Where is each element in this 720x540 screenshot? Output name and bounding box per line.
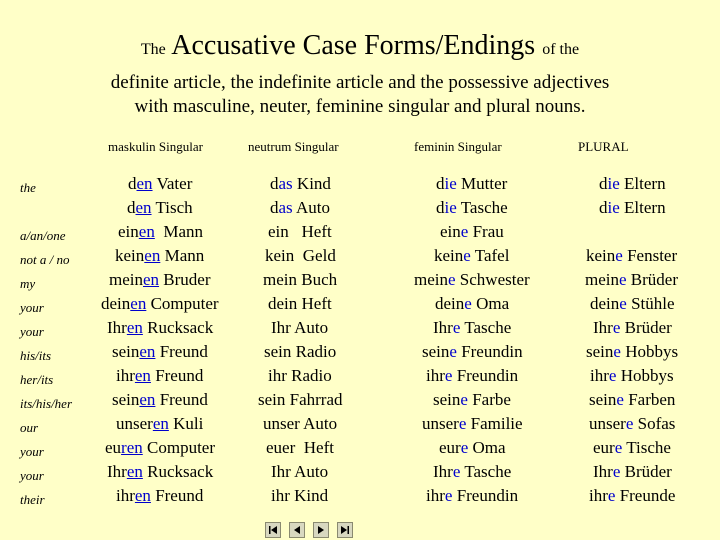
word-ending: e	[452, 462, 461, 481]
word-stem: eur	[593, 438, 615, 457]
noun: Bruder	[159, 270, 211, 289]
word-ending: as	[278, 174, 293, 193]
word-stem: d	[270, 198, 279, 217]
word-ending: en	[134, 486, 151, 505]
word-stem: dein	[101, 294, 131, 313]
cell-fem	[422, 414, 523, 434]
word-stem: Ihr	[107, 318, 127, 337]
row-label: your	[20, 324, 44, 339]
row-label: my	[20, 276, 36, 291]
noun: Mann	[160, 246, 205, 265]
word-ending: e	[460, 438, 469, 457]
word-stem: Ihr	[433, 462, 453, 481]
cell-masc	[112, 342, 208, 362]
noun: Hobbys	[620, 342, 679, 361]
cell-masc	[116, 414, 203, 434]
word-stem: unser	[263, 414, 300, 433]
cell-masc	[127, 198, 193, 218]
word-stem: kein	[434, 246, 464, 265]
word-stem: sein	[264, 342, 292, 361]
noun: Oma	[468, 438, 506, 457]
title-line-2: definite article, the indefinite article and the possessive adjectives	[110, 72, 610, 93]
noun: Buch	[297, 270, 338, 289]
word-stem: euer	[266, 438, 296, 457]
word-ending: e	[449, 342, 457, 361]
noun: Sofas	[633, 414, 676, 433]
previous-slide-button[interactable]	[289, 522, 305, 538]
cell-plural	[590, 294, 675, 314]
noun: Heft	[295, 438, 334, 457]
cell-plural	[586, 246, 677, 266]
next-slide-button[interactable]	[313, 522, 329, 538]
title-keyword: Accusative	[171, 30, 296, 61]
cell-neut	[268, 366, 332, 386]
word-ending: e	[612, 318, 621, 337]
noun: Freund	[155, 342, 208, 361]
word-stem: Ihr	[433, 318, 453, 337]
word-ending: en	[139, 342, 156, 361]
noun: Eltern	[619, 198, 666, 217]
word-stem: d	[270, 174, 279, 193]
word-stem: dein	[435, 294, 465, 313]
noun: Farben	[623, 390, 676, 409]
skip-back-icon	[268, 525, 278, 535]
cell-plural	[590, 366, 674, 386]
word-stem: ihr	[268, 366, 287, 385]
cell-masc	[128, 174, 192, 194]
word-ending: ie	[444, 174, 457, 193]
word-stem: ein	[118, 222, 139, 241]
row-label: its/his/her	[20, 396, 73, 411]
slide-navigation	[265, 522, 353, 538]
noun: Freunde	[615, 486, 676, 505]
word-stem: ihr	[116, 366, 135, 385]
word-ending: e	[616, 390, 624, 409]
word-ending: e	[460, 390, 468, 409]
word-ending: e	[460, 222, 469, 241]
row-label: a/an/one	[20, 228, 66, 243]
word-ending: en	[136, 174, 153, 193]
word-ending: e	[625, 414, 634, 433]
word-ending: ie	[607, 174, 620, 193]
cell-neut	[268, 294, 332, 314]
cell-fem	[436, 198, 508, 218]
word-ending: ie	[444, 198, 457, 217]
title-main: Case Forms/Endings	[302, 30, 536, 61]
noun: Geld	[294, 246, 336, 265]
word-stem: d	[127, 198, 136, 217]
word-ending: e	[619, 294, 627, 313]
word-ending: en	[143, 270, 160, 289]
noun: Freundin	[456, 342, 523, 361]
noun: Tasche	[456, 198, 508, 217]
noun: Computer	[142, 438, 216, 457]
word-ending: ie	[607, 198, 620, 217]
word-stem: ein	[440, 222, 461, 241]
word-stem: Ihr	[271, 318, 291, 337]
noun: Vater	[152, 174, 193, 193]
row-label: our	[20, 420, 39, 435]
cell-fem	[414, 270, 530, 290]
noun: Heft	[297, 294, 332, 313]
word-stem: ein	[268, 222, 289, 241]
row-label: not a / no	[20, 252, 70, 267]
word-stem: sein	[422, 342, 450, 361]
cell-fem	[439, 438, 506, 458]
noun: Frau	[468, 222, 504, 241]
cell-neut	[270, 174, 331, 194]
cell-masc	[118, 222, 203, 242]
first-slide-button[interactable]	[265, 522, 281, 538]
cell-fem	[434, 246, 509, 266]
play-back-icon	[292, 525, 302, 535]
cell-masc	[107, 318, 213, 338]
word-stem: Ihr	[593, 462, 613, 481]
cell-fem	[433, 462, 511, 482]
row-label: your	[20, 468, 44, 483]
word-ending: en	[134, 366, 151, 385]
cell-masc	[105, 438, 215, 458]
noun: Rucksack	[142, 462, 214, 481]
word-ending: e	[613, 342, 621, 361]
noun: Mutter	[456, 174, 508, 193]
noun: Kuli	[168, 414, 204, 433]
cell-masc	[116, 486, 203, 506]
cell-plural	[593, 438, 671, 458]
word-stem: ihr	[589, 486, 608, 505]
word-ending: en	[126, 318, 143, 337]
word-ending: en	[139, 390, 156, 409]
noun: Familie	[466, 414, 523, 433]
cell-masc	[107, 462, 213, 482]
header-feminine: feminin Singular	[414, 139, 502, 154]
row-label: your	[20, 444, 44, 459]
cell-masc	[112, 390, 208, 410]
page-title	[0, 30, 720, 62]
cell-plural	[586, 342, 678, 362]
word-ending: e	[448, 270, 456, 289]
word-stem: sein	[433, 390, 461, 409]
noun: Stühle	[626, 294, 675, 313]
word-ending: ren	[121, 438, 143, 457]
word-stem: d	[436, 174, 445, 193]
header-masculine: maskulin Singular	[108, 139, 203, 154]
word-ending: e	[463, 246, 471, 265]
row-label: the	[20, 180, 36, 195]
word-stem: sein	[112, 342, 140, 361]
cell-neut	[265, 246, 336, 266]
noun: Tafel	[470, 246, 510, 265]
noun: Freund	[150, 366, 204, 385]
word-stem: eu	[105, 438, 122, 457]
word-stem: Ihr	[593, 318, 613, 337]
last-slide-button[interactable]	[337, 522, 353, 538]
cell-fem	[440, 222, 504, 242]
title-suffix: of the	[542, 41, 580, 58]
word-ending: e	[619, 270, 627, 289]
header-neuter: neutrum Singular	[248, 139, 339, 154]
word-stem: d	[128, 174, 137, 193]
word-stem: mein	[109, 270, 143, 289]
noun: Kind	[289, 486, 329, 505]
word-stem: unser	[589, 414, 626, 433]
word-stem: d	[599, 198, 608, 217]
play-forward-icon	[316, 525, 326, 535]
word-ending: e	[615, 246, 623, 265]
word-ending: e	[464, 294, 472, 313]
cell-neut	[271, 486, 328, 506]
cell-fem	[422, 342, 523, 362]
skip-forward-icon	[340, 525, 350, 535]
noun: Freund	[150, 486, 204, 505]
cell-plural	[593, 462, 672, 482]
cell-masc	[101, 294, 219, 314]
word-stem: kein	[115, 246, 145, 265]
noun: Fahrrad	[285, 390, 343, 409]
cell-plural	[589, 486, 675, 506]
row-label: your	[20, 300, 44, 315]
word-stem: dein	[268, 294, 298, 313]
cell-neut	[266, 438, 334, 458]
noun: Tasche	[460, 462, 512, 481]
noun: Farbe	[467, 390, 511, 409]
cell-neut	[263, 270, 337, 290]
cell-fem	[426, 366, 518, 386]
noun: Radio	[286, 366, 332, 385]
word-ending: e	[444, 366, 453, 385]
word-stem: dein	[590, 294, 620, 313]
cell-plural	[585, 270, 678, 290]
word-ending: en	[126, 462, 143, 481]
word-ending: e	[444, 486, 453, 505]
word-ending: en	[138, 222, 155, 241]
cell-masc	[115, 246, 204, 266]
word-ending: en	[135, 198, 152, 217]
noun: Kind	[292, 174, 331, 193]
word-ending: e	[608, 366, 617, 385]
noun: Auto	[299, 414, 338, 433]
word-stem: ihr	[271, 486, 290, 505]
noun: Mann	[154, 222, 203, 241]
cell-neut	[268, 222, 332, 242]
word-stem: ihr	[590, 366, 609, 385]
cell-neut	[270, 198, 330, 218]
word-ending: e	[607, 486, 616, 505]
word-stem: Ihr	[107, 462, 127, 481]
word-stem: sein	[112, 390, 140, 409]
word-stem: sein	[586, 342, 614, 361]
word-stem: mein	[585, 270, 619, 289]
word-stem: mein	[414, 270, 448, 289]
cell-plural	[599, 174, 666, 194]
word-stem: ihr	[116, 486, 135, 505]
header-plural: PLURAL	[578, 139, 629, 154]
cell-plural	[599, 198, 666, 218]
word-ending: en	[144, 246, 161, 265]
word-stem: Ihr	[271, 462, 291, 481]
noun: Tasche	[460, 318, 512, 337]
noun: Freundin	[452, 486, 519, 505]
noun: Auto	[290, 318, 329, 337]
noun: Brüder	[620, 462, 672, 481]
noun: Fenster	[622, 246, 678, 265]
word-stem: kein	[586, 246, 616, 265]
cell-plural	[589, 390, 675, 410]
noun: Schwester	[455, 270, 530, 289]
row-label: his/its	[20, 348, 52, 363]
cell-neut	[263, 414, 337, 434]
cell-fem	[426, 486, 518, 506]
noun: Brüder	[620, 318, 672, 337]
cell-plural	[589, 414, 675, 434]
cell-fem	[435, 294, 509, 314]
word-stem: kein	[265, 246, 295, 265]
word-stem: eur	[439, 438, 461, 457]
word-ending: en	[152, 414, 169, 433]
noun: Computer	[146, 294, 219, 313]
word-stem: unser	[116, 414, 153, 433]
noun: Eltern	[619, 174, 666, 193]
noun: Hobbys	[616, 366, 674, 385]
word-stem: sein	[258, 390, 286, 409]
cell-masc	[116, 366, 203, 386]
row-label: her/its	[20, 372, 54, 387]
cell-neut	[258, 390, 343, 410]
noun: Heft	[288, 222, 332, 241]
word-stem: ihr	[426, 366, 445, 385]
cell-fem	[436, 174, 507, 194]
noun: Freundin	[452, 366, 519, 385]
cell-neut	[271, 462, 328, 482]
title-line-3: with masculine, neuter, feminine singular and plural nouns.	[134, 96, 586, 117]
word-ending: as	[278, 198, 293, 217]
noun: Tische	[622, 438, 671, 457]
cell-neut	[271, 318, 328, 338]
noun: Oma	[471, 294, 510, 313]
word-stem: d	[599, 174, 608, 193]
noun: Auto	[290, 462, 329, 481]
noun: Auto	[292, 198, 330, 217]
word-stem: ihr	[426, 486, 445, 505]
word-ending: e	[612, 462, 621, 481]
word-ending: e	[614, 438, 623, 457]
word-ending: en	[130, 294, 147, 313]
word-stem: mein	[263, 270, 297, 289]
noun: Radio	[291, 342, 337, 361]
cell-fem	[433, 390, 511, 410]
word-ending: e	[458, 414, 467, 433]
cell-masc	[109, 270, 211, 290]
word-ending: e	[452, 318, 461, 337]
cell-neut	[264, 342, 336, 362]
row-label: their	[20, 492, 45, 507]
noun: Tisch	[151, 198, 193, 217]
word-stem: sein	[589, 390, 617, 409]
cell-plural	[593, 318, 672, 338]
noun: Brüder	[626, 270, 679, 289]
noun: Rucksack	[142, 318, 214, 337]
word-stem: d	[436, 198, 445, 217]
word-stem: unser	[422, 414, 459, 433]
title-prefix: The	[140, 41, 166, 58]
noun: Freund	[155, 390, 208, 409]
cell-fem	[433, 318, 511, 338]
